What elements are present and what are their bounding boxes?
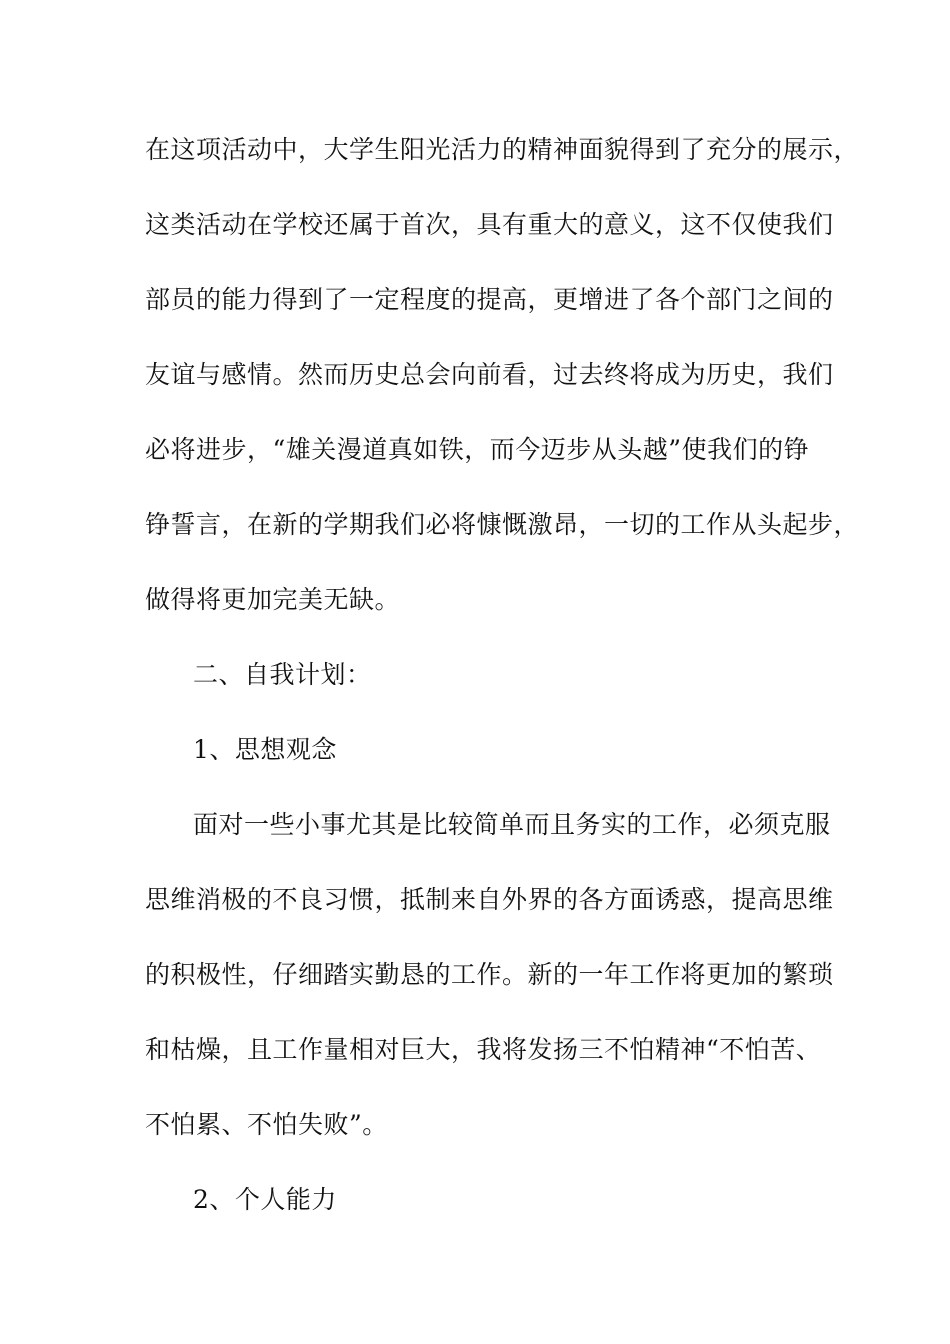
paragraph-line-10: 的积极性，仔细踏实勤恳的工作。新的一年工作将更加的繁琐 bbox=[145, 960, 834, 989]
paragraph-line-2: 这类活动在学校还属于首次，具有重大的意义，这不仅使我们 bbox=[145, 210, 834, 239]
paragraph-line-5: 必将进步，“雄关漫道真如铁，而今迈步从头越”使我们的铮 bbox=[145, 435, 810, 464]
paragraph-line-11: 和枯燥，且工作量相对巨大，我将发扬三不怕精神“不怕苦、 bbox=[145, 1035, 822, 1064]
section-heading: 二、自我计划： bbox=[193, 660, 372, 689]
paragraph-line-9: 思维消极的不良习惯，抵制来自外界的各方面诱惑，提高思维 bbox=[145, 885, 834, 914]
paragraph-line-8: 面对一些小事尤其是比较简单而且务实的工作，必须克服 bbox=[193, 810, 831, 839]
paragraph-line-12: 不怕累、不怕失败”。 bbox=[145, 1110, 388, 1139]
subsection-heading-2: 2、个人能力 bbox=[193, 1185, 337, 1214]
paragraph-line-7: 做得将更加完美无缺。 bbox=[145, 585, 401, 614]
paragraph-line-3: 部员的能力得到了一定程度的提高，更增进了各个部门之间的 bbox=[145, 285, 834, 314]
subsection-heading-1: 1、思想观念 bbox=[193, 735, 337, 764]
paragraph-line-6: 铮誓言，在新的学期我们必将慷慨激昂，一切的工作从头起步， bbox=[145, 510, 860, 539]
paragraph-line-4: 友谊与感情。然而历史总会向前看，过去终将成为历史，我们 bbox=[145, 360, 834, 389]
paragraph-line-1: 在这项活动中，大学生阳光活力的精神面貌得到了充分的展示， bbox=[145, 135, 860, 164]
